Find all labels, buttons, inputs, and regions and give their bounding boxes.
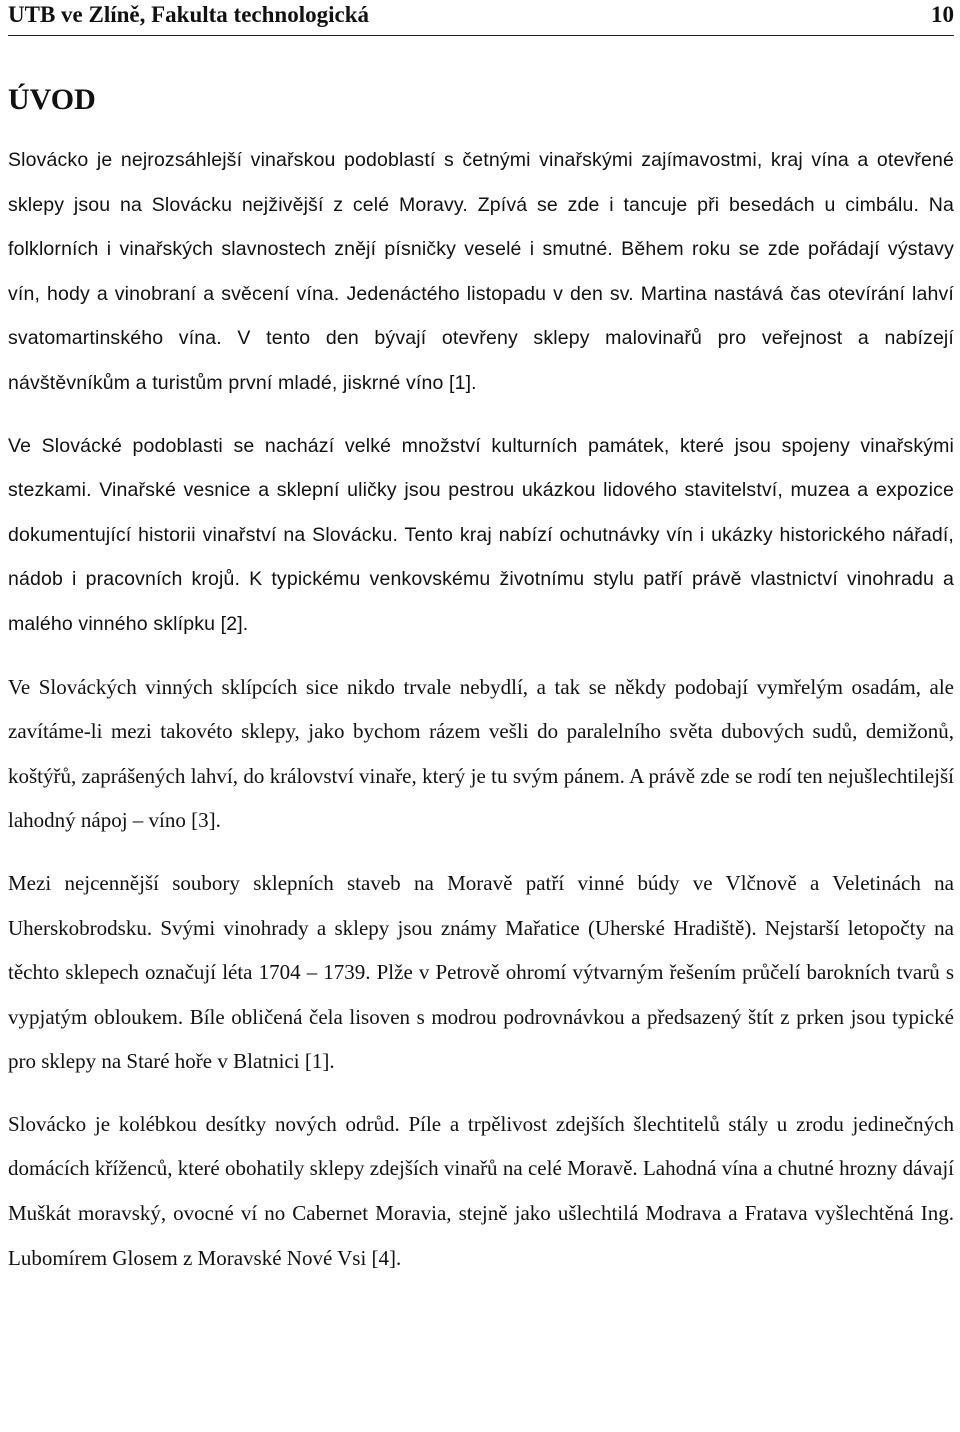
paragraph-1: Slovácko je nejrozsáhlejší vinařskou podoblastí s četnými vinařskými zajímavostmi, kraj vína a otevřené sklepy jsou na Slovácku nejživější z celé Moravy. Zpívá se zde i tancuje při besedách u cimbálu. Na folklorních i vinařských slavnostech znějí písničky veselé i smutné. Během roku se zde pořádají výstavy vín, hody a vinobraní a svěcení vína. Jedenáctého listopadu v den sv. Martina nastává čas otevírání lahví svatomartinského vína. V tento den bývají otevřeny sklepy malovinařů pro veřejnost a nabízejí návštěvníkům a turistům první mladé, jiskrné víno [1]. <box>8 149 954 394</box>
chapter-title: ÚVOD <box>8 83 96 116</box>
page-number: 10 <box>931 2 954 27</box>
paragraph-5: Slovácko je kolébkou desítky nových odrůd. Píle a trpělivost zdejších šlechtitelů stály u zrodu jedinečných domácích kříženců, které obohatily sklepy zdejších vinařů na celé Moravě. Lahodná vína a chutné hrozny dávají Muškát moravský, ovocné ví no Cabernet Moravia, stejně jako ušlechtilá Modrava a Fratava vyšlechtěná Ing. Lubomírem Glosem z Moravské Nové Vsi [4]. <box>8 1111 954 1270</box>
running-header <box>8 0 954 36</box>
paragraph-4: Mezi nejcennější soubory sklepních staveb na Moravě patří vinné búdy ve Vlčnově a Veletinách na Uherskobrodsku. Svými vinohrady a sklepy jsou známy Mařatice (Uherské Hradiště). Nejstarší letopočty na těchto sklepech označují léta 1704 – 1739. Plže v Petrově ohromí výtvarným řešením průčelí barokních tvarů s vypjatým obloukem. Bíle obličená čela lisoven s modrou podrovnávkou a předsazený štít z prken jsou typické pro sklepy na Staré hoře v Blatnici [1]. <box>8 870 954 1074</box>
document-page <box>8 0 954 1298</box>
header-title: UTB ve Zlíně, Fakulta technologická <box>8 2 369 27</box>
paragraph-2: Ve Slovácké podoblasti se nachází velké množství kulturních památek, které jsou spojeny vinařskými stezkami. Vinařské vesnice a sklepní uličky jsou pestrou ukázkou lidového stavitelství, muzea a expozice dokumentující historii vinařství na Slovácku. Tento kraj nabízí ochutnávky vín i ukázky historického nářadí, nádob i pracovních krojů. K typickému venkovskému životnímu stylu patří právě vlastnictví vinohradu a malého vinného sklípku [2]. <box>8 434 954 635</box>
body-text <box>8 138 954 1280</box>
paragraph-3: Ve Slováckých vinných sklípcích sice nikdo trvale nebydlí, a tak se někdy podobají vymřelým osadám, ale zavítáme-li mezi takovéto sklepy, jako bychom rázem vešli do paralelního světa dubových sudů, demižonů, koštýřů, zaprášených lahví, do království vinaře, který je tu svým pánem. A právě zde se rodí ten nejušlechtilejší lahodný nápoj – víno [3]. <box>8 674 954 833</box>
